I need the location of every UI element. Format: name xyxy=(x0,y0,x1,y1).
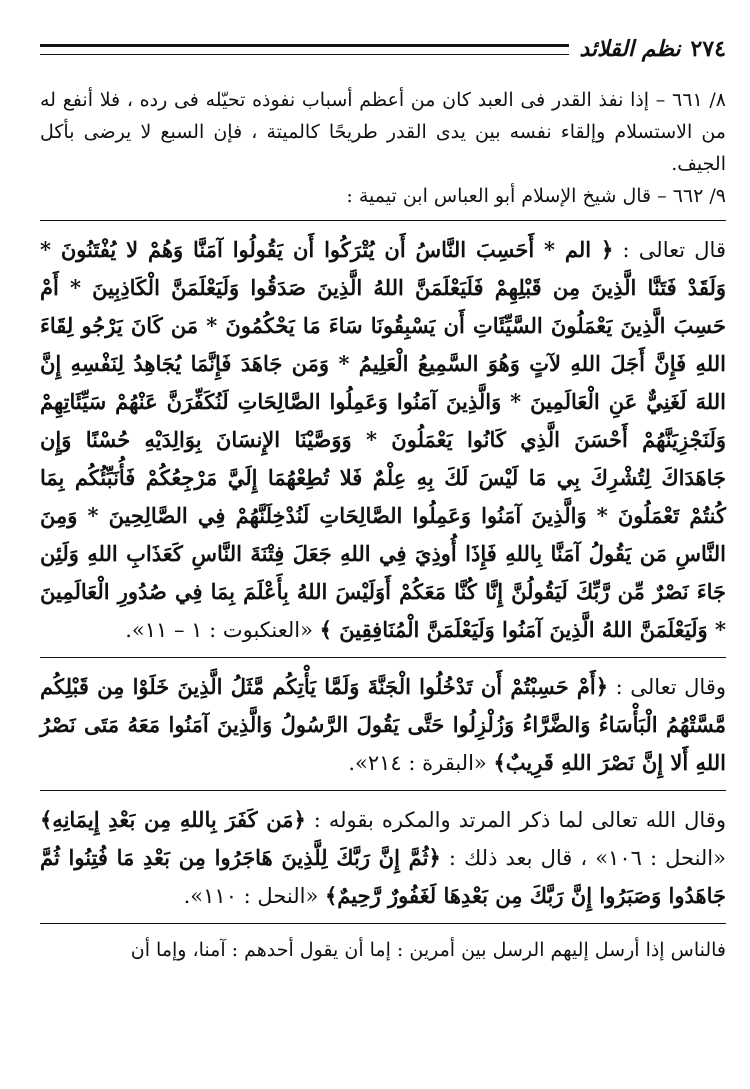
citation-intro: وقال الله تعالى لما ذكر المرتد والمكره بقوله : xyxy=(305,808,726,832)
book-title: نظم القلائد xyxy=(579,36,681,62)
quran-verse: ﴿أَمْ حَسِبْتُمْ أَن تَدْخُلُوا الْجَنَّةَ وَلَمَّا يَأْتِكُم مَّثَلُ الَّذِينَ خَلَوْا مِن قَبْلِكُم مَّسَّتْهُمُ الْبَأْسَاءُ وَالضَّرَّاءُ وَزُلْزِلُوا حَتَّى يَقُولَ الرَّسُولُ وَالَّذِينَ آمَنُوا مَعَهُ مَتَى نَصْرُ اللهِ أَلا إِنَّ نَصْرَ اللهِ قَرِيبٌ﴾ xyxy=(40,674,726,775)
quran-verse: ﴿ثُمَّ إِنَّ رَبَّكَ لِلَّذِينَ هَاجَرُوا مِن بَعْدِ مَا فُتِنُوا ثُمَّ جَاهَدُوا وَصَبَرُوا إِنَّ رَبَّكَ مِن بَعْدِهَا لَغَفُورٌ رَّحِيمٌ﴾ xyxy=(40,845,726,908)
surah-reference: «العنكبوت : ١ – ١١». xyxy=(125,618,320,642)
surah-reference: «النحل : ١٠٦» ، قال بعد ذلك : xyxy=(440,846,726,870)
paragraph-661: ٨/ ٦٦١ – إذا نفذ القدر فى العبد كان من أعظم أسباب نفوذه تحيّله فى رده ، فلا أنفع له من الاستسلام وإلقاء نفسه بين يدى القدر طريحًا كالميتة ، فإن السبع لا يرضى بأكل الجيف. xyxy=(40,89,726,175)
quran-citation-ankabut xyxy=(40,231,726,649)
section-divider xyxy=(40,790,726,791)
citation-intro: وقال تعالى : xyxy=(608,675,727,699)
quran-verse: ﴿ الم * أَحَسِبَ النَّاسُ أَن يُتْرَكُوا أَن يَقُولُوا آمَنَّا وَهُمْ لا يُفْتَنُونَ * وَلَقَدْ فَتَنَّا الَّذِينَ مِن قَبْلِهِمْ فَلَيَعْلَمَنَّ اللهُ الَّذِينَ صَدَقُوا وَلَيَعْلَمَنَّ الْكَاذِبِينَ * أَمْ حَسِبَ الَّذِينَ يَعْمَلُونَ السَّيِّئَاتِ أَن يَسْبِقُونَا سَاءَ مَا يَحْكُمُونَ * مَن كَانَ يَرْجُو لِقَاءَ اللهِ فَإِنَّ أَجَلَ اللهِ لآتٍ وَهُوَ السَّمِيعُ الْعَلِيمُ * وَمَن جَاهَدَ فَإِنَّمَا يُجَاهِدُ لِنَفْسِهِ إِنَّ اللهَ لَغَنِيٌّ عَنِ الْعَالَمِينَ * وَالَّذِينَ آمَنُوا وَعَمِلُوا الصَّالِحَاتِ لَنُكَفِّرَنَّ عَنْهُمْ سَيِّئَاتِهِمْ وَلَنَجْزِيَنَّهُمْ أَحْسَنَ الَّذِي كَانُوا يَعْمَلُونَ * وَوَصَّيْنَا الإِنسَانَ بِوَالِدَيْهِ حُسْنًا وَإِن جَاهَدَاكَ لِتُشْرِكَ بِي مَا لَيْسَ لَكَ بِهِ عِلْمٌ فَلا تُطِعْهُمَا إِلَيَّ مَرْجِعُكُمْ فَأُنَبِّئُكُم بِمَا كُنتُمْ تَعْمَلُونَ * وَالَّذِينَ آمَنُوا وَعَمِلُوا الصَّالِحَاتِ لَنُدْخِلَنَّهُمْ فِي الصَّالِحِينَ * وَمِنَ النَّاسِ مَن يَقُولُ آمَنَّا بِاللهِ فَإِذَا أُوذِيَ فِي اللهِ جَعَلَ فِتْنَةَ النَّاسِ كَعَذَابِ اللهِ وَلَئِن جَاءَ نَصْرٌ مِّن رَّبِّكَ لَيَقُولُنَّ إِنَّا كُنَّا مَعَكُمْ أَوَلَيْسَ اللهُ بِأَعْلَمَ بِمَا فِي صُدُورِ الْعَالَمِينَ * وَلَيَعْلَمَنَّ اللهُ الَّذِينَ آمَنُوا وَلَيَعْلَمَنَّ الْمُنَافِقِينَ ﴾ xyxy=(40,237,726,642)
quran-citation-baqarah xyxy=(40,668,726,782)
paragraph-662: ٩/ ٦٦٢ – قال شيخ الإسلام أبو العباس ابن تيمية : xyxy=(346,185,726,207)
quran-citation-nahl xyxy=(40,801,726,915)
paragraph-continuation: فالناس إذا أرسل إليهم الرسل بين أمرين : إما أن يقول أحدهم : آمنا، وإما أن xyxy=(130,939,726,961)
section-divider xyxy=(40,657,726,658)
page-content xyxy=(40,84,726,966)
page-number: ٢٧٤ xyxy=(690,36,726,62)
page-header xyxy=(40,30,726,68)
section-divider xyxy=(40,923,726,924)
quran-verse: ﴿مَن كَفَرَ بِاللهِ مِن بَعْدِ إِيمَانِهِ﴾ xyxy=(40,807,306,832)
header-rule xyxy=(40,44,569,55)
citation-intro: قال تعالى : xyxy=(613,238,726,262)
section-divider xyxy=(40,220,726,221)
surah-reference: «النحل : ١١٠». xyxy=(183,884,325,908)
book-page xyxy=(40,30,726,1070)
surah-reference: «البقرة : ٢١٤». xyxy=(348,751,494,775)
